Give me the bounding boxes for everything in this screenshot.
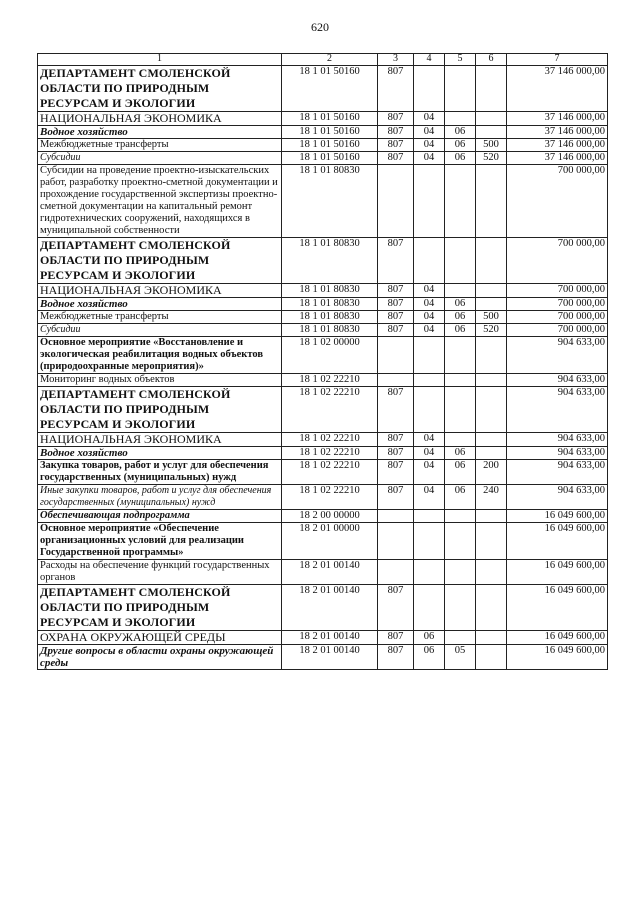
row-rz-cell bbox=[414, 66, 445, 112]
row-rz-cell: 04 bbox=[414, 460, 445, 485]
row-ved-cell: 807 bbox=[378, 238, 414, 284]
table-row bbox=[38, 374, 608, 387]
row-name-cell: Субсидии на проведение проектно-изыскательских работ, разработку проектно-сметной документации и прохождение государственной экспертизы проектно-сметной документации на капитальный ремонт гидротехнических сооружений, находящихся в муниципальной собственности bbox=[38, 165, 282, 238]
row-ved-cell: 807 bbox=[378, 284, 414, 298]
row-pr-cell bbox=[445, 238, 476, 284]
row-name-cell: ДЕПАРТАМЕНТ СМОЛЕНСКОЙ ОБЛАСТИ ПО ПРИРОДНЫМ РЕСУРСАМ И ЭКОЛОГИИ bbox=[38, 585, 282, 631]
row-vr-cell bbox=[476, 433, 507, 447]
row-name-cell: ДЕПАРТАМЕНТ СМОЛЕНСКОЙ ОБЛАСТИ ПО ПРИРОДНЫМ РЕСУРСАМ И ЭКОЛОГИИ bbox=[38, 238, 282, 284]
row-code-cell: 18 1 01 80830 bbox=[282, 238, 378, 284]
row-vr-cell: 200 bbox=[476, 460, 507, 485]
table-row bbox=[38, 523, 608, 560]
row-pr-cell bbox=[445, 523, 476, 560]
row-vr-cell bbox=[476, 284, 507, 298]
row-code-cell: 18 1 01 50160 bbox=[282, 66, 378, 112]
row-ved-cell: 807 bbox=[378, 112, 414, 126]
table-row bbox=[38, 139, 608, 152]
row-ved-cell: 807 bbox=[378, 485, 414, 510]
row-sum-cell: 700 000,00 bbox=[507, 238, 608, 284]
row-name-cell: ДЕПАРТАМЕНТ СМОЛЕНСКОЙ ОБЛАСТИ ПО ПРИРОДНЫМ РЕСУРСАМ И ЭКОЛОГИИ bbox=[38, 66, 282, 112]
row-name-cell: Субсидии bbox=[38, 324, 282, 337]
table-row bbox=[38, 324, 608, 337]
row-sum-cell: 904 633,00 bbox=[507, 460, 608, 485]
row-vr-cell bbox=[476, 165, 507, 238]
row-pr-cell bbox=[445, 433, 476, 447]
row-name-cell: НАЦИОНАЛЬНАЯ ЭКОНОМИКА bbox=[38, 284, 282, 298]
row-rz-cell bbox=[414, 523, 445, 560]
row-code-cell: 18 2 01 00140 bbox=[282, 631, 378, 645]
row-sum-cell: 37 146 000,00 bbox=[507, 126, 608, 139]
table-row bbox=[38, 560, 608, 585]
row-rz-cell: 04 bbox=[414, 112, 445, 126]
row-code-cell: 18 1 01 80830 bbox=[282, 298, 378, 311]
row-vr-cell: 500 bbox=[476, 311, 507, 324]
table-row bbox=[38, 387, 608, 433]
row-sum-cell: 904 633,00 bbox=[507, 337, 608, 374]
row-ved-cell: 807 bbox=[378, 126, 414, 139]
row-pr-cell bbox=[445, 510, 476, 523]
header-cell: 2 bbox=[282, 54, 378, 66]
table-row bbox=[38, 284, 608, 298]
row-name-cell: ОХРАНА ОКРУЖАЮЩЕЙ СРЕДЫ bbox=[38, 631, 282, 645]
row-ved-cell: 807 bbox=[378, 447, 414, 460]
row-rz-cell: 06 bbox=[414, 645, 445, 670]
row-name-cell: Основное мероприятие «Обеспечение организационных условий для реализации Государственной программы» bbox=[38, 523, 282, 560]
row-code-cell: 18 1 02 22210 bbox=[282, 387, 378, 433]
row-pr-cell: 06 bbox=[445, 324, 476, 337]
row-code-cell: 18 1 01 80830 bbox=[282, 165, 378, 238]
row-vr-cell bbox=[476, 631, 507, 645]
row-ved-cell: 807 bbox=[378, 152, 414, 165]
row-sum-cell: 700 000,00 bbox=[507, 324, 608, 337]
row-code-cell: 18 1 01 80830 bbox=[282, 284, 378, 298]
row-ved-cell: 807 bbox=[378, 324, 414, 337]
header-cell: 6 bbox=[476, 54, 507, 66]
row-rz-cell bbox=[414, 510, 445, 523]
row-pr-cell: 06 bbox=[445, 447, 476, 460]
table-row bbox=[38, 238, 608, 284]
row-name-cell: Другие вопросы в области охраны окружающей среды bbox=[38, 645, 282, 670]
row-rz-cell: 04 bbox=[414, 311, 445, 324]
table-row bbox=[38, 510, 608, 523]
row-vr-cell bbox=[476, 126, 507, 139]
row-name-cell: Закупка товаров, работ и услуг для обеспечения государственных (муниципальных) нужд bbox=[38, 460, 282, 485]
table-row bbox=[38, 66, 608, 112]
row-sum-cell: 904 633,00 bbox=[507, 387, 608, 433]
row-name-cell: Водное хозяйство bbox=[38, 298, 282, 311]
row-rz-cell: 04 bbox=[414, 433, 445, 447]
row-sum-cell: 37 146 000,00 bbox=[507, 112, 608, 126]
header-cell: 3 bbox=[378, 54, 414, 66]
row-vr-cell bbox=[476, 585, 507, 631]
row-pr-cell: 05 bbox=[445, 645, 476, 670]
row-pr-cell bbox=[445, 337, 476, 374]
row-code-cell: 18 2 01 00000 bbox=[282, 523, 378, 560]
row-ved-cell: 807 bbox=[378, 66, 414, 112]
row-rz-cell bbox=[414, 374, 445, 387]
row-vr-cell bbox=[476, 66, 507, 112]
row-rz-cell: 04 bbox=[414, 485, 445, 510]
row-ved-cell bbox=[378, 337, 414, 374]
row-sum-cell: 904 633,00 bbox=[507, 433, 608, 447]
row-code-cell: 18 1 02 22210 bbox=[282, 447, 378, 460]
row-ved-cell: 807 bbox=[378, 298, 414, 311]
budget-table bbox=[37, 53, 608, 670]
row-ved-cell: 807 bbox=[378, 460, 414, 485]
row-code-cell: 18 1 01 50160 bbox=[282, 126, 378, 139]
row-sum-cell: 37 146 000,00 bbox=[507, 66, 608, 112]
header-cell: 4 bbox=[414, 54, 445, 66]
table-body bbox=[38, 66, 608, 670]
row-rz-cell: 04 bbox=[414, 324, 445, 337]
row-rz-cell: 04 bbox=[414, 298, 445, 311]
row-vr-cell bbox=[476, 374, 507, 387]
row-code-cell: 18 1 02 22210 bbox=[282, 433, 378, 447]
row-ved-cell bbox=[378, 374, 414, 387]
row-pr-cell: 06 bbox=[445, 139, 476, 152]
row-code-cell: 18 1 01 50160 bbox=[282, 139, 378, 152]
row-name-cell: Обеспечивающая подпрограмма bbox=[38, 510, 282, 523]
row-vr-cell bbox=[476, 387, 507, 433]
row-sum-cell: 16 049 600,00 bbox=[507, 631, 608, 645]
row-ved-cell: 807 bbox=[378, 387, 414, 433]
row-code-cell: 18 1 01 50160 bbox=[282, 152, 378, 165]
row-vr-cell: 520 bbox=[476, 324, 507, 337]
table-row bbox=[38, 311, 608, 324]
row-rz-cell: 04 bbox=[414, 126, 445, 139]
row-ved-cell: 807 bbox=[378, 645, 414, 670]
row-code-cell: 18 2 01 00140 bbox=[282, 585, 378, 631]
row-name-cell: Водное хозяйство bbox=[38, 447, 282, 460]
row-ved-cell: 807 bbox=[378, 585, 414, 631]
row-pr-cell bbox=[445, 631, 476, 645]
row-code-cell: 18 1 02 22210 bbox=[282, 374, 378, 387]
row-rz-cell bbox=[414, 337, 445, 374]
row-sum-cell: 700 000,00 bbox=[507, 311, 608, 324]
row-vr-cell bbox=[476, 337, 507, 374]
row-pr-cell: 06 bbox=[445, 460, 476, 485]
row-name-cell: Мониторинг водных объектов bbox=[38, 374, 282, 387]
row-code-cell: 18 2 00 00000 bbox=[282, 510, 378, 523]
row-vr-cell bbox=[476, 560, 507, 585]
row-rz-cell bbox=[414, 165, 445, 238]
row-code-cell: 18 1 01 50160 bbox=[282, 112, 378, 126]
row-pr-cell bbox=[445, 284, 476, 298]
row-rz-cell: 04 bbox=[414, 447, 445, 460]
row-name-cell: Расходы на обеспечение функций государственных органов bbox=[38, 560, 282, 585]
row-rz-cell: 04 bbox=[414, 152, 445, 165]
row-vr-cell bbox=[476, 523, 507, 560]
row-name-cell: Основное мероприятие «Восстановление и экологическая реабилитация водных объектов (природоохранные мероприятия)» bbox=[38, 337, 282, 374]
row-vr-cell: 240 bbox=[476, 485, 507, 510]
row-vr-cell bbox=[476, 510, 507, 523]
row-rz-cell bbox=[414, 387, 445, 433]
row-ved-cell: 807 bbox=[378, 631, 414, 645]
row-code-cell: 18 2 01 00140 bbox=[282, 645, 378, 670]
row-sum-cell: 904 633,00 bbox=[507, 485, 608, 510]
row-rz-cell: 04 bbox=[414, 139, 445, 152]
row-vr-cell bbox=[476, 238, 507, 284]
table-row bbox=[38, 645, 608, 670]
row-sum-cell: 16 049 600,00 bbox=[507, 510, 608, 523]
row-vr-cell bbox=[476, 298, 507, 311]
header-row bbox=[38, 54, 608, 66]
header-cell: 5 bbox=[445, 54, 476, 66]
row-name-cell: НАЦИОНАЛЬНАЯ ЭКОНОМИКА bbox=[38, 433, 282, 447]
row-code-cell: 18 2 01 00140 bbox=[282, 560, 378, 585]
row-sum-cell: 700 000,00 bbox=[507, 298, 608, 311]
header-cell: 7 bbox=[507, 54, 608, 66]
row-ved-cell bbox=[378, 523, 414, 560]
table-row bbox=[38, 585, 608, 631]
row-vr-cell: 520 bbox=[476, 152, 507, 165]
row-rz-cell bbox=[414, 585, 445, 631]
row-rz-cell bbox=[414, 238, 445, 284]
row-sum-cell: 16 049 600,00 bbox=[507, 560, 608, 585]
table-row bbox=[38, 631, 608, 645]
row-pr-cell: 06 bbox=[445, 311, 476, 324]
row-sum-cell: 37 146 000,00 bbox=[507, 139, 608, 152]
row-name-cell: Межбюджетные трансферты bbox=[38, 311, 282, 324]
row-code-cell: 18 1 02 00000 bbox=[282, 337, 378, 374]
table-row bbox=[38, 337, 608, 374]
row-sum-cell: 904 633,00 bbox=[507, 447, 608, 460]
row-rz-cell: 04 bbox=[414, 284, 445, 298]
row-ved-cell: 807 bbox=[378, 433, 414, 447]
row-pr-cell bbox=[445, 387, 476, 433]
row-sum-cell: 37 146 000,00 bbox=[507, 152, 608, 165]
row-ved-cell: 807 bbox=[378, 139, 414, 152]
table-row bbox=[38, 298, 608, 311]
row-pr-cell bbox=[445, 560, 476, 585]
row-pr-cell: 06 bbox=[445, 298, 476, 311]
table-row bbox=[38, 433, 608, 447]
page-number: 620 bbox=[311, 20, 329, 34]
row-rz-cell: 06 bbox=[414, 631, 445, 645]
table-row bbox=[38, 152, 608, 165]
row-vr-cell bbox=[476, 112, 507, 126]
table-row bbox=[38, 460, 608, 485]
row-sum-cell: 700 000,00 bbox=[507, 284, 608, 298]
row-pr-cell: 06 bbox=[445, 485, 476, 510]
row-name-cell: Межбюджетные трансферты bbox=[38, 139, 282, 152]
row-pr-cell bbox=[445, 112, 476, 126]
row-sum-cell: 700 000,00 bbox=[507, 165, 608, 238]
row-sum-cell: 16 049 600,00 bbox=[507, 523, 608, 560]
row-code-cell: 18 1 01 80830 bbox=[282, 311, 378, 324]
row-ved-cell: 807 bbox=[378, 311, 414, 324]
row-name-cell: Иные закупки товаров, работ и услуг для обеспечения государственных (муниципальных) нужд bbox=[38, 485, 282, 510]
table-row bbox=[38, 112, 608, 126]
row-pr-cell bbox=[445, 165, 476, 238]
row-name-cell: Водное хозяйство bbox=[38, 126, 282, 139]
row-rz-cell bbox=[414, 560, 445, 585]
row-ved-cell bbox=[378, 560, 414, 585]
header-cell: 1 bbox=[38, 54, 282, 66]
row-sum-cell: 16 049 600,00 bbox=[507, 645, 608, 670]
row-sum-cell: 16 049 600,00 bbox=[507, 585, 608, 631]
row-sum-cell: 904 633,00 bbox=[507, 374, 608, 387]
table-row bbox=[38, 485, 608, 510]
row-ved-cell bbox=[378, 165, 414, 238]
row-vr-cell bbox=[476, 447, 507, 460]
row-vr-cell bbox=[476, 645, 507, 670]
row-pr-cell: 06 bbox=[445, 152, 476, 165]
row-pr-cell bbox=[445, 374, 476, 387]
row-pr-cell bbox=[445, 585, 476, 631]
row-name-cell: ДЕПАРТАМЕНТ СМОЛЕНСКОЙ ОБЛАСТИ ПО ПРИРОДНЫМ РЕСУРСАМ И ЭКОЛОГИИ bbox=[38, 387, 282, 433]
table-row bbox=[38, 126, 608, 139]
row-ved-cell bbox=[378, 510, 414, 523]
row-code-cell: 18 1 02 22210 bbox=[282, 460, 378, 485]
row-code-cell: 18 1 02 22210 bbox=[282, 485, 378, 510]
row-pr-cell bbox=[445, 66, 476, 112]
row-vr-cell: 500 bbox=[476, 139, 507, 152]
table-row bbox=[38, 165, 608, 238]
row-name-cell: НАЦИОНАЛЬНАЯ ЭКОНОМИКА bbox=[38, 112, 282, 126]
row-name-cell: Субсидии bbox=[38, 152, 282, 165]
row-pr-cell: 06 bbox=[445, 126, 476, 139]
row-code-cell: 18 1 01 80830 bbox=[282, 324, 378, 337]
table-row bbox=[38, 447, 608, 460]
